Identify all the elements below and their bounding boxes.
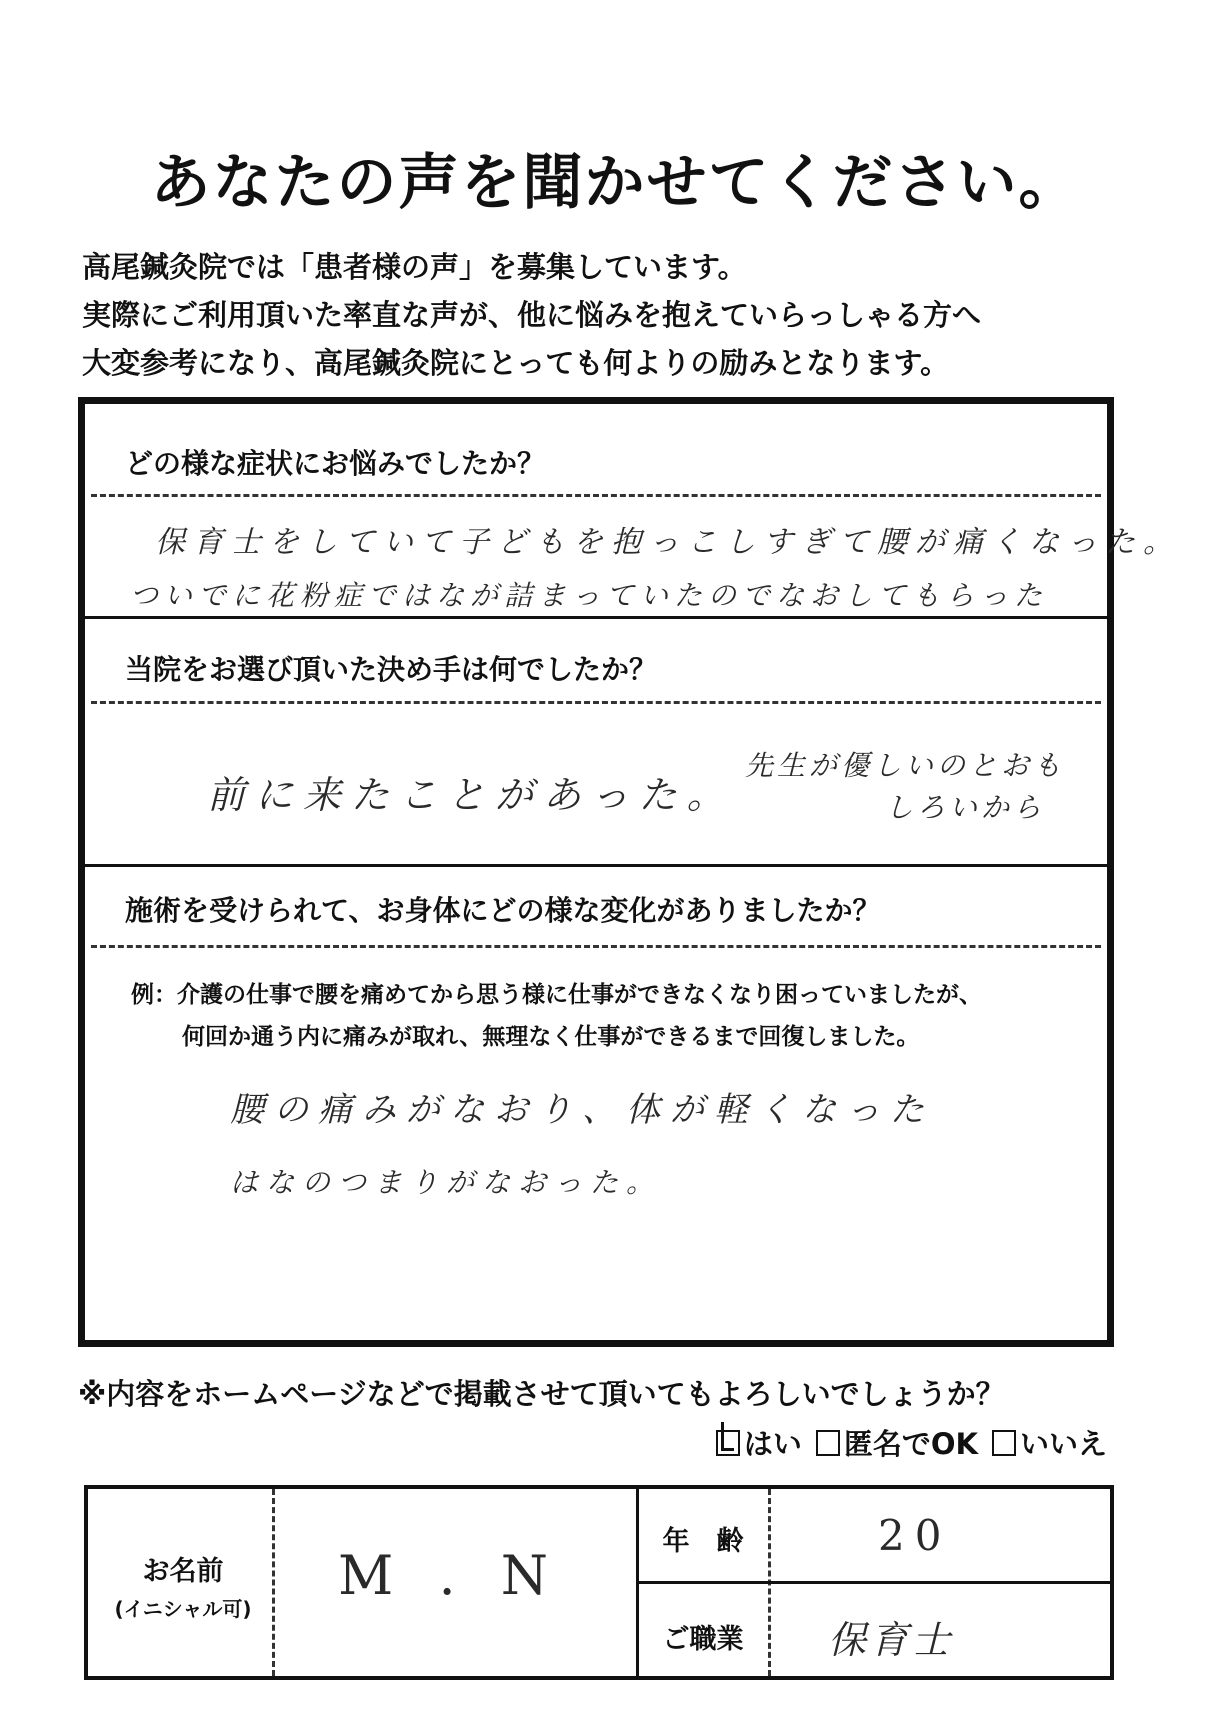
- intro-line-1: 高尾鍼灸院では「患者様の声」を募集しています。: [82, 250, 747, 284]
- answer-change-line-1: 腰の痛みがなおり、体が軽くなった: [230, 1090, 934, 1130]
- question-reason: 当院をお選び頂いた決め手は何でしたか？: [125, 653, 658, 686]
- divider: [91, 945, 1101, 948]
- answer-reason-side-1: 先生が優しいのとおも: [745, 749, 1066, 782]
- intro-line-3: 大変参考になり、高尾鍼灸院にとっても何よりの励みとなります。: [82, 346, 950, 380]
- divider: [91, 701, 1101, 704]
- divider: [272, 1489, 275, 1676]
- questionnaire-box: [78, 397, 1181, 1347]
- option-anonymous[interactable]: [816, 1422, 978, 1463]
- example-line-1: 例：介護の仕事で腰を痛めてから思う様に仕事ができなくなり困っていましたが、: [131, 982, 982, 1008]
- intro-line-2: 実際にご利用頂いた率直な声が、他に悩みを抱えていらっしゃる方へ: [82, 298, 982, 332]
- answer-reason-main: 前に来たことがあった。: [207, 773, 735, 817]
- personal-info-table: [84, 1485, 1114, 1680]
- checkbox-checked[interactable]: [716, 1430, 740, 1456]
- job-value: 保育士: [828, 1618, 955, 1662]
- name-sublabel: (イニシャル可): [114, 1597, 252, 1621]
- section-separator: [85, 864, 1107, 867]
- option-yes-label: はい: [743, 1427, 802, 1461]
- page-title: あなたの声を聞かせてください。: [150, 148, 1081, 218]
- question-change: 施術を受けられて、お身体にどの様な変化がありましたか？: [125, 894, 881, 927]
- consent-options: [716, 1422, 1107, 1463]
- section-separator: [85, 616, 1107, 619]
- answer-change-line-2: はなのつまりがなおった。: [230, 1166, 663, 1199]
- option-yes[interactable]: [716, 1422, 802, 1463]
- divider: [91, 494, 1101, 497]
- consent-question: ※内容をホームページなどで掲載させて頂いてもよろしいでしょうか？: [78, 1377, 1005, 1411]
- answer-symptoms-line-1: 保育士をしていて子どもを抱っこしすぎて腰が痛くなった。: [155, 525, 1181, 560]
- option-anonymous-label: 匿名でOK: [843, 1427, 978, 1461]
- question-symptoms: どの様な症状にお悩みでしたか？: [125, 447, 546, 480]
- option-no-label: いいえ: [1019, 1427, 1107, 1461]
- checkbox[interactable]: [816, 1430, 840, 1456]
- age-value: 20: [878, 1511, 952, 1560]
- answer-symptoms-line-2: ついでに花粉症ではなが詰まっていたのでなおしてもらった: [130, 579, 1049, 612]
- option-no[interactable]: [992, 1422, 1107, 1463]
- name-value: M . N: [338, 1544, 563, 1607]
- name-label: お名前: [142, 1556, 224, 1587]
- age-label: 年 齢: [662, 1526, 744, 1557]
- divider: [636, 1581, 1110, 1584]
- example-line-2: 何回か通う内に痛みが取れ、無理なく仕事ができるまで回復しました。: [182, 1024, 920, 1050]
- checkbox[interactable]: [992, 1430, 1016, 1456]
- answer-reason-side-2: しろいから: [885, 791, 1046, 824]
- job-label: ご職業: [662, 1624, 744, 1655]
